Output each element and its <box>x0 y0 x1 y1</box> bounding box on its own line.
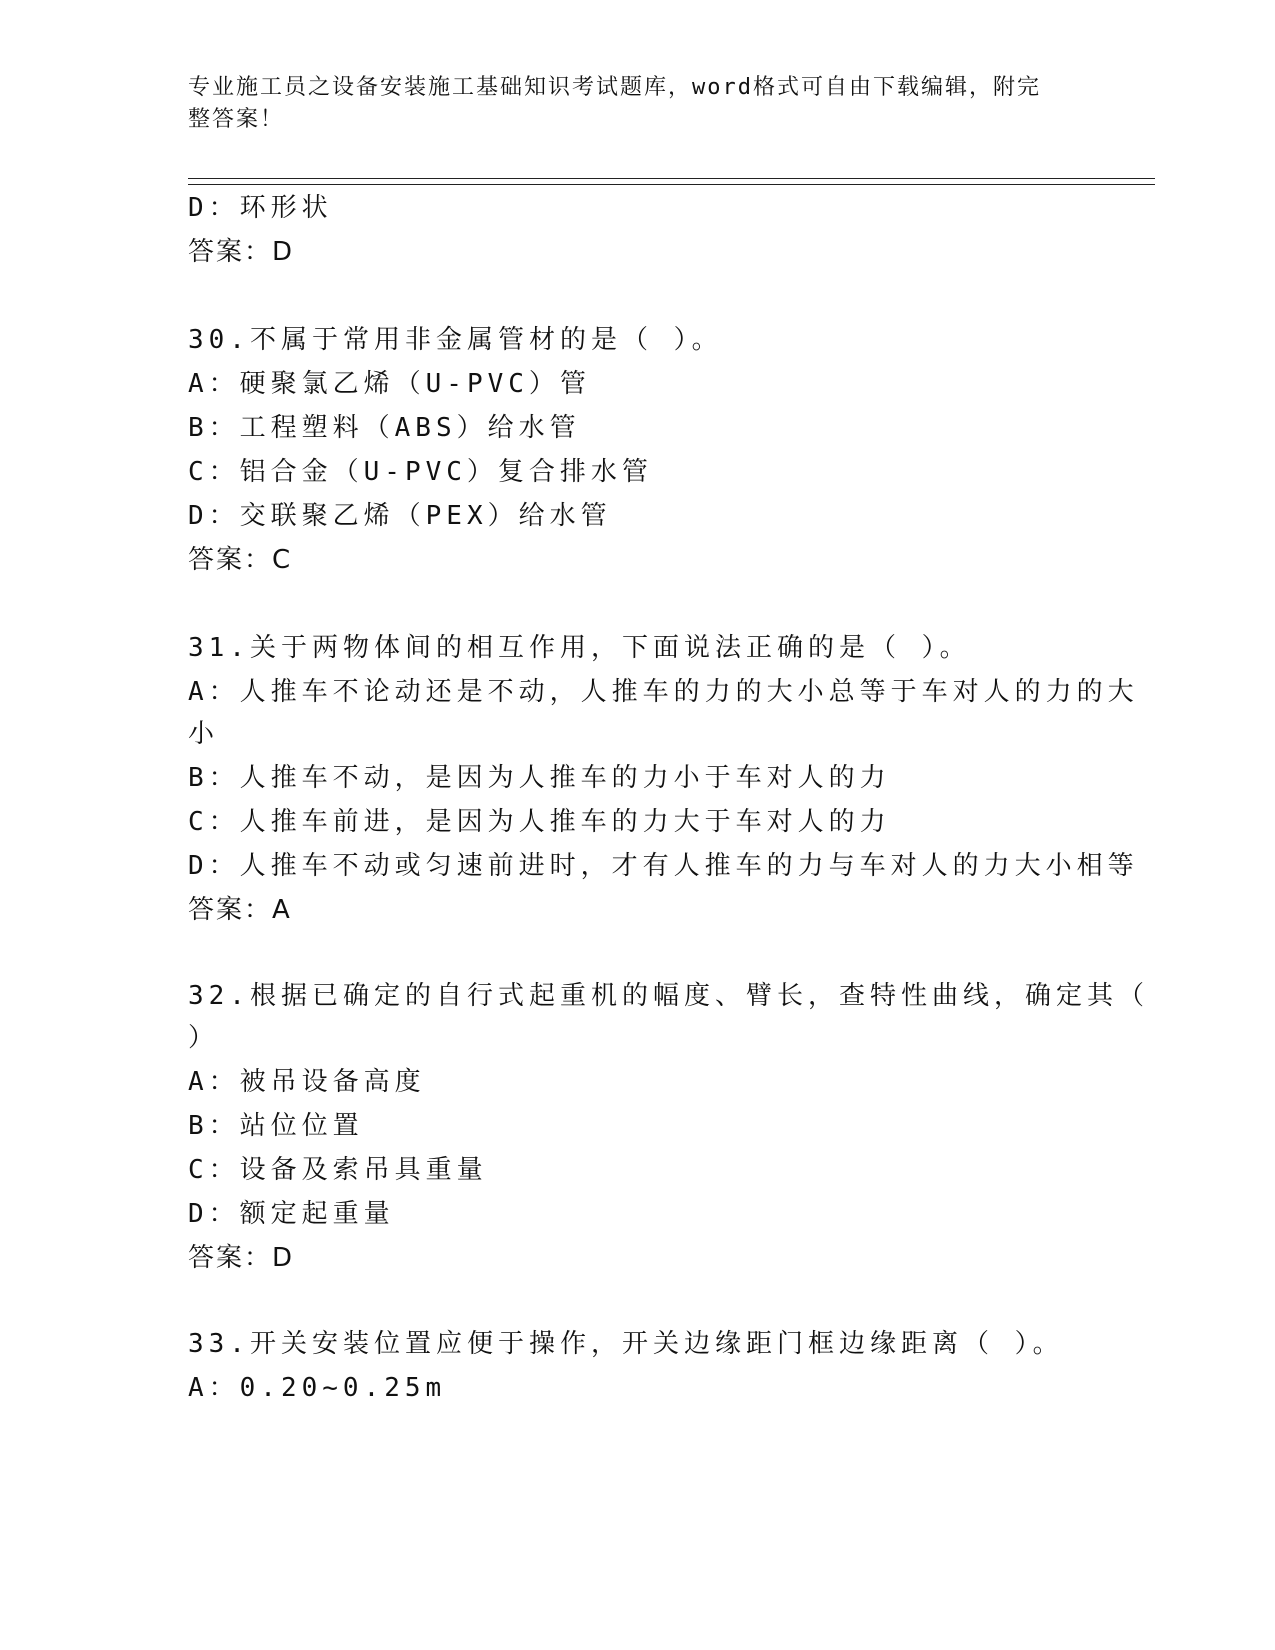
q32-question-line-1: 32.根据已确定的自行式起重机的幅度、臂长，查特性曲线，确定其（ <box>188 981 1149 1011</box>
q29-answer: 答案：D <box>188 237 295 267</box>
q30-question: 30.不属于常用非金属管材的是（ ）。 <box>188 325 723 355</box>
q30-answer: 答案：C <box>188 545 293 575</box>
q32-question-line-2: ） <box>188 1023 220 1053</box>
q31-option-d: D：人推车不动或匀速前进时，才有人推车的力与车对人的力大小相等 <box>188 851 1139 881</box>
q32-option-a: A：被吊设备高度 <box>188 1067 426 1097</box>
header-line-1: 专业施工员之设备安装施工基础知识考试题库，word格式可自由下载编辑，附完 <box>188 75 1041 100</box>
q32-answer: 答案：D <box>188 1243 295 1273</box>
header-divider-bottom <box>188 184 1155 185</box>
header-line-2: 整答案！ <box>188 107 285 132</box>
q32-option-d: D：额定起重量 <box>188 1199 395 1229</box>
q31-answer: 答案：A <box>188 895 292 925</box>
q31-option-a-line-2: 小 <box>188 719 220 749</box>
q33-option-a: A：0.20~0.25m <box>188 1373 447 1403</box>
q30-option-d: D：交联聚乙烯（PEX）给水管 <box>188 501 612 531</box>
q31-question: 31.关于两物体间的相互作用，下面说法正确的是（ ）。 <box>188 633 971 663</box>
document-header <box>188 72 1088 136</box>
q29-option-d: D：环形状 <box>188 193 333 223</box>
header-divider-top <box>188 178 1155 179</box>
q30-option-b: B：工程塑料（ABS）给水管 <box>188 413 581 443</box>
q30-option-c: C：铝合金（U-PVC）复合排水管 <box>188 457 653 487</box>
q32-option-c: C：设备及索吊具重量 <box>188 1155 488 1185</box>
q33-question: 33.开关安装位置应便于操作，开关边缘距门框边缘距离（ ）。 <box>188 1329 1064 1359</box>
q31-option-b: B：人推车不动，是因为人推车的力小于车对人的力 <box>188 763 891 793</box>
q31-option-a-line-1: A：人推车不论动还是不动，人推车的力的大小总等于车对人的力的大 <box>188 677 1139 707</box>
q32-option-b: B：站位位置 <box>188 1111 364 1141</box>
q30-option-a: A：硬聚氯乙烯（U-PVC）管 <box>188 369 591 399</box>
q31-option-c: C：人推车前进，是因为人推车的力大于车对人的力 <box>188 807 891 837</box>
